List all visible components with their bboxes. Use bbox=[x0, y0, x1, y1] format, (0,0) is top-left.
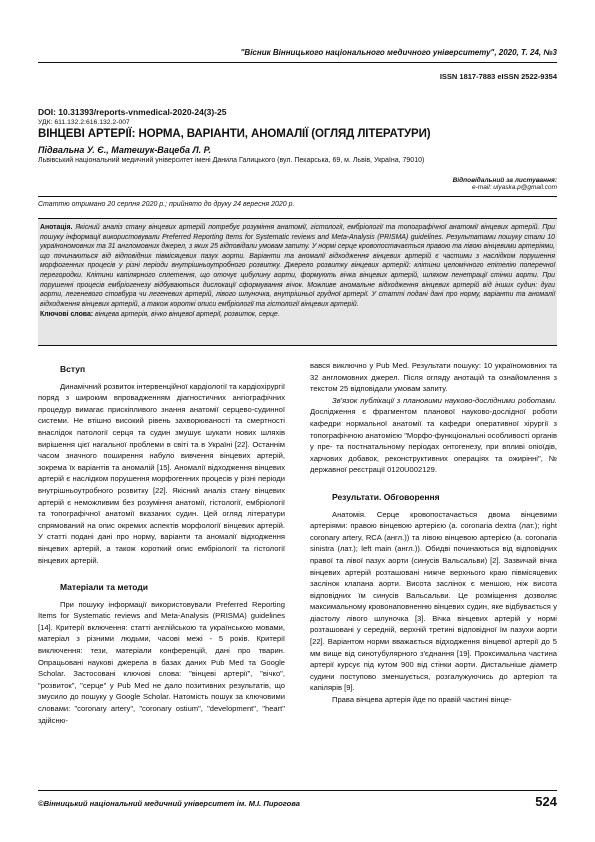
intro-heading: Вступ bbox=[60, 364, 86, 374]
correspondence-email[interactable]: e-mail: ulyaska.p@gmail.com bbox=[472, 184, 557, 191]
submission-dates: Статтю отримано 20 серпня 2020 р.; прийнято до друку 24 вересня 2020 р. bbox=[38, 201, 295, 208]
research-link-label: Зв'язок публікації з плановими науково-дослідними роботами. bbox=[332, 395, 557, 405]
methods-text: При пошуку інформації використовували Preferred Reporting Items for Systematic reviews and Meta-Analysis (PRISMA) guidelines [14]. Критерії включення: статті англійською та українською мовами, матеріал з різними людьми, часові межі - 5 років. Критерії виключення: тези, матеріали конференцій, дані про тварин. Опрацьовані наукові джерела в базах даних Pub Med та Google Scholar. Застосовані ключові слова: "вінцеві артерії", "вічко", "розвиток", "серце" у Pub Med не дало позитивних результатів, що змусило до пошуку у Google Scholar. Натомість пошук за ключовими словами: "coronary artery", "coronary ostium", "development", "heart" здійсню- bbox=[38, 599, 285, 725]
results-continued: Права вінцева артерія йде по правій частині вінце- bbox=[332, 695, 512, 705]
research-link-paragraph bbox=[310, 395, 557, 476]
keywords-line bbox=[40, 310, 555, 320]
article-title: ВІНЦЕВІ АРТЕРІЇ: НОРМА, ВАРІАНТИ, АНОМАЛІЇ (ОГЛЯД ЛІТЕРАТУРИ) bbox=[38, 128, 431, 140]
udc-code: УДК: 611.132.2:616.132.2-007 bbox=[38, 119, 130, 126]
footer-divider bbox=[38, 790, 557, 791]
keywords-label: Ключові слова: bbox=[40, 311, 94, 319]
results-heading: Результати. Обговорення bbox=[332, 491, 440, 502]
abstract-box bbox=[38, 218, 557, 346]
page-number: 524 bbox=[535, 794, 557, 809]
results-text: Анатомія. Серце кровопостачається двома вінцевими артеріями: правою вінцевою артерією (a. coronaria dextra (лат.); right coronary artery, RCA (англ.)) та лівою вінцевою артерією (a. coronaria sinistra (лат.); left main (англ.)). Обидві починаються від відповідних правої та лівої пазух аорти (синусів Вальсальви) [2]. Зазвичай вічка вінцевих артерій розташовані нижче верхнього краю півмісяцевих заслінок клапана аорти. Висота заслінок є меншою, ніж висота відповідних їм синусів Вальсальви. Це розміщення дозволяє максимальному кровонаповненню вінцевих судин, яке відбувається у діастолу лівого шлуночка [3]. Вічка вінцевих артерій у нормі розташовані у середній, верхній третині відповідної їм пазухи аорти [22]. Варіантом норми вважається відходження вінцевої артерії до 5 мм вище від синотубулярного з'єднання [19]. Проксимальна частина артерії курсує під кутом 900 від стінки аорти. Дистальніше діаметр судини поступово зменшується, розгалужуючись до артеріол та капілярів [9]. bbox=[310, 509, 557, 693]
issn: ISSN 1817-7883 eISSN 2522-9354 bbox=[439, 72, 557, 81]
journal-header: "Вісник Вінницького національного медичного університету", 2020, Т. 24, №3 bbox=[240, 48, 557, 57]
left-column bbox=[38, 360, 285, 726]
correspondence-label: Відповідальний за листування: bbox=[452, 177, 557, 184]
abstract-label: Анотація. bbox=[40, 224, 73, 231]
search-results-text: вався виключно у Pub Med. Результати пошуку: 10 україномовних та 32 англомовних джерел. Після огляду анотацій та ознайомлення з текстом 25 відповідали умовам запиту. bbox=[310, 361, 557, 394]
keywords-text: вінцева артерія, вічко вінцевої артерії, розвиток, серце. bbox=[95, 311, 280, 319]
methods-heading: Матеріали та методи bbox=[60, 582, 148, 593]
dates-divider bbox=[38, 196, 557, 197]
right-column bbox=[310, 360, 557, 706]
intro-text: Динамічний розвиток інтервенційної кардіології та кардіохірургії поряд з широким впровадженням діагностичних ангіографічних процедур вимагає прискіпливого знання анатомії серцево-судинної системи. Не втішно високий рівень захворюваності та смертності внаслідок патології серця та судин змушує шукати нових шляхів вирішення цієї нагальної проблеми в світі та в Україні [22]. Останнім часом значного поширення набуло вивчення вінцевих артерій, зокрема їх варіантів та аномалій [15]. Аномалії відходження вінцевих артерій є наслідком порушення морфогенних процесів у різні періоди внутрішньоутробного розвитку [22]. Якісний аналіз стану вінцевих артерій є неможливим без розуміння анатомії, гістології, ембріології та топографічної анатомії вказаних судин. Цей огляд літератури спрямований на опис окремих аспектів морфології вінцевих артерій. У статті подані дані про норму, варіанти та аномалії відходження вінцевих артерій, а також короткий опис ембріології та гістології вінцевих артерій. bbox=[38, 381, 285, 565]
authors: Підвальна У. Є., Матешук-Вацеба Л. Р. bbox=[38, 145, 212, 155]
abstract-paragraph bbox=[40, 223, 555, 309]
abstract-text: Якісний аналіз стану вінцевих артерій потребує розуміння анатомії, гістології, ембріології та топографічної анатомії вінцевих артерій. При пошуку інформації використовували Preferred Reporting Items for Systematic reviews and Meta-Analysis (PRISMA) guidelines. Результатами пошуку стали 10 українономовних та 31 англомовних джерел, з яких 25 відповідали умовам запиту. У нормі серце кровопостачається правою та лівою вінцевими артеріями, що починаються від відповідних півмісяцевих пазух аорти. Варіанти та аномалії відходження вінцевих артерій є частими з наслідком порушення морфогенних процесів у різні періоди внутрішньоутробного розвитку. Джерело розвитку вінцевих артерій: клітини целомічного епітелію поперечної перегородки. Клітини капілярного сплетення, що оточує цибулину аорти, формують вічка вінцевих артерій, шляхом пенетрації стінки аорти. При порушенні процесів ембріогенезу відбуваються дислокації сформування вічок. Можливе аномальне відходження вінцевих артерій від інших судин: дуги аорти, легеневого стовбура чи легеневих артерій, лівого шлуночка, внутрішньої грудної артерії. У статті подані дані про норму, варіанти та аномалії відходження вінцевих артерій, а також короткі описи ембріології та гістології вінцевих артерій. bbox=[40, 224, 555, 308]
affiliation: Львівський національний медичний університет імені Данила Галицького (вул. Пекарська, 69, м. Львів, Україна, 79010) bbox=[38, 157, 425, 164]
header-divider bbox=[38, 62, 557, 63]
correspondence-block bbox=[407, 177, 557, 191]
research-link-text: Дослідження є фрагментом планової науково-дослідної роботи кафедри нормальної анатомії та кафедри оперативної хірургії з топографічною анатомією "Морфо-функціональні особливості органів у пре- та постнатальному періодах онтогенезу, при впливі опіоїдів, харчових добавок, реконструктивних операціях та ожирінні", № державної реєстрації 0120U002129. bbox=[310, 407, 557, 475]
doi: DOI: 10.31393/reports-vnmedical-2020-24(3)-25 bbox=[38, 107, 227, 117]
footer-copyright: ©Вінницький національний медичний університет ім. М.І. Пирогова bbox=[38, 799, 300, 808]
